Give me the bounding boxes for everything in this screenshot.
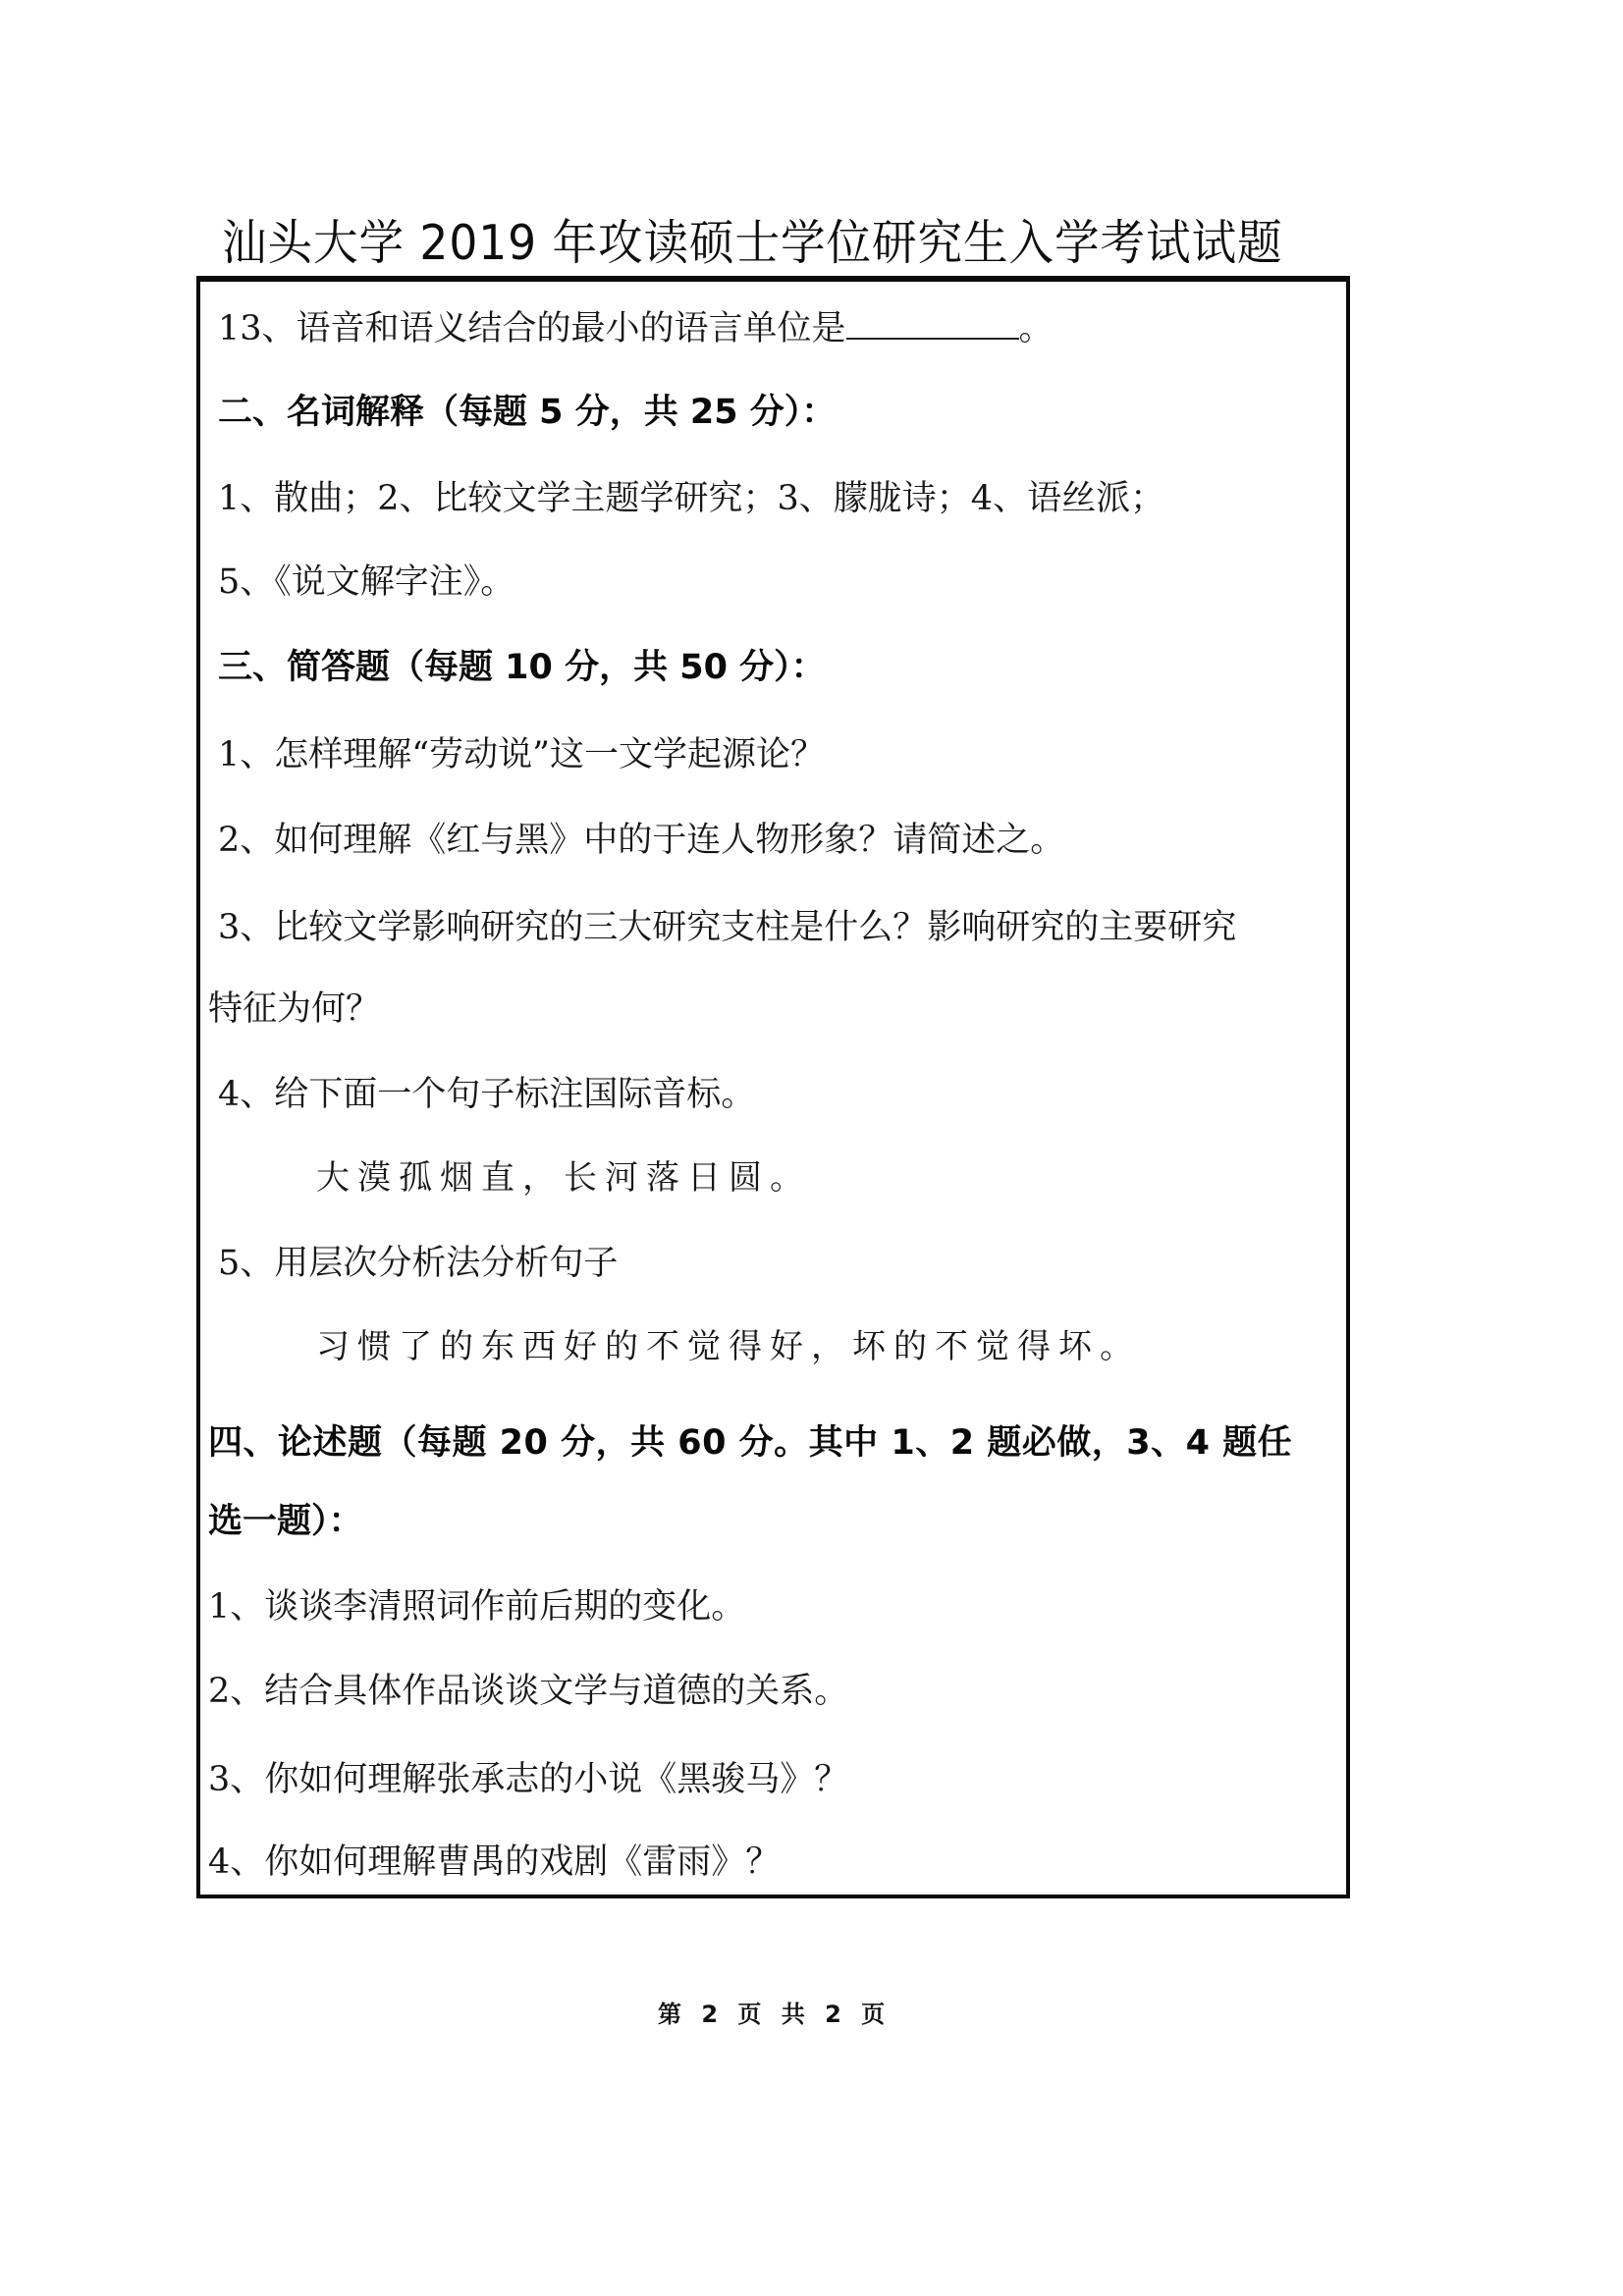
short-answer-3-cont: 特征为何？ [208,989,381,1029]
term-list-line-2: 5、《说文解字注》。 [218,562,515,602]
exam-title: 汕头大学 2019 年攻读硕士学位研究生入学考试试题 [222,215,1283,271]
question-13-suffix: 。 [1018,309,1054,348]
short-answer-5: 5、用层次分析法分析句子 [218,1244,619,1283]
short-answer-1: 1、怎样理解“劳动说”这一文学起源论？ [218,735,826,774]
essay-question-1: 1、谈谈李清照词作前后期的变化。 [208,1587,746,1627]
short-answer-4: 4、给下面一个句子标注国际音标。 [218,1075,756,1114]
example-sentence-1: 大漠孤烟直，长河落日圆。 [316,1158,811,1198]
essay-question-2: 2、结合具体作品谈谈文学与道德的关系。 [208,1672,849,1711]
short-answer-3: 3、比较文学影响研究的三大研究支柱是什么？影响研究的主要研究 [218,908,1237,947]
page-number-footer: 第 2 页 共 2 页 [658,2001,889,2028]
term-list-line-1: 1、散曲；2、比较文学主题学研究；3、朦胧诗；4、语丝派； [218,479,1165,518]
short-answer-2: 2、如何理解《红与黑》中的于连人物形象？请简述之。 [218,821,1065,860]
example-sentence-2: 习惯了的东西好的不觉得好，坏的不觉得坏。 [316,1327,1141,1366]
essay-question-4: 4、你如何理解曹禺的戏剧《雷雨》？ [208,1842,781,1882]
essay-question-3: 3、你如何理解张承志的小说《黑骏马》？ [208,1760,849,1799]
question-13-text: 13、语音和语义结合的最小的语言单位是 [218,309,846,348]
section-heading-4-cont: 选一题）： [208,1502,363,1541]
section-heading-4: 四、论述题（每题 20 分，共 60 分。其中 1、2 题必做，3、4 题任 [208,1423,1293,1463]
section-heading-3: 三、简答题（每题 10 分，共 50 分）： [218,648,826,687]
section-heading-2: 二、名词解释（每题 5 分，共 25 分）： [218,393,837,432]
answer-blank [846,308,1019,340]
question-13 [218,307,1054,350]
